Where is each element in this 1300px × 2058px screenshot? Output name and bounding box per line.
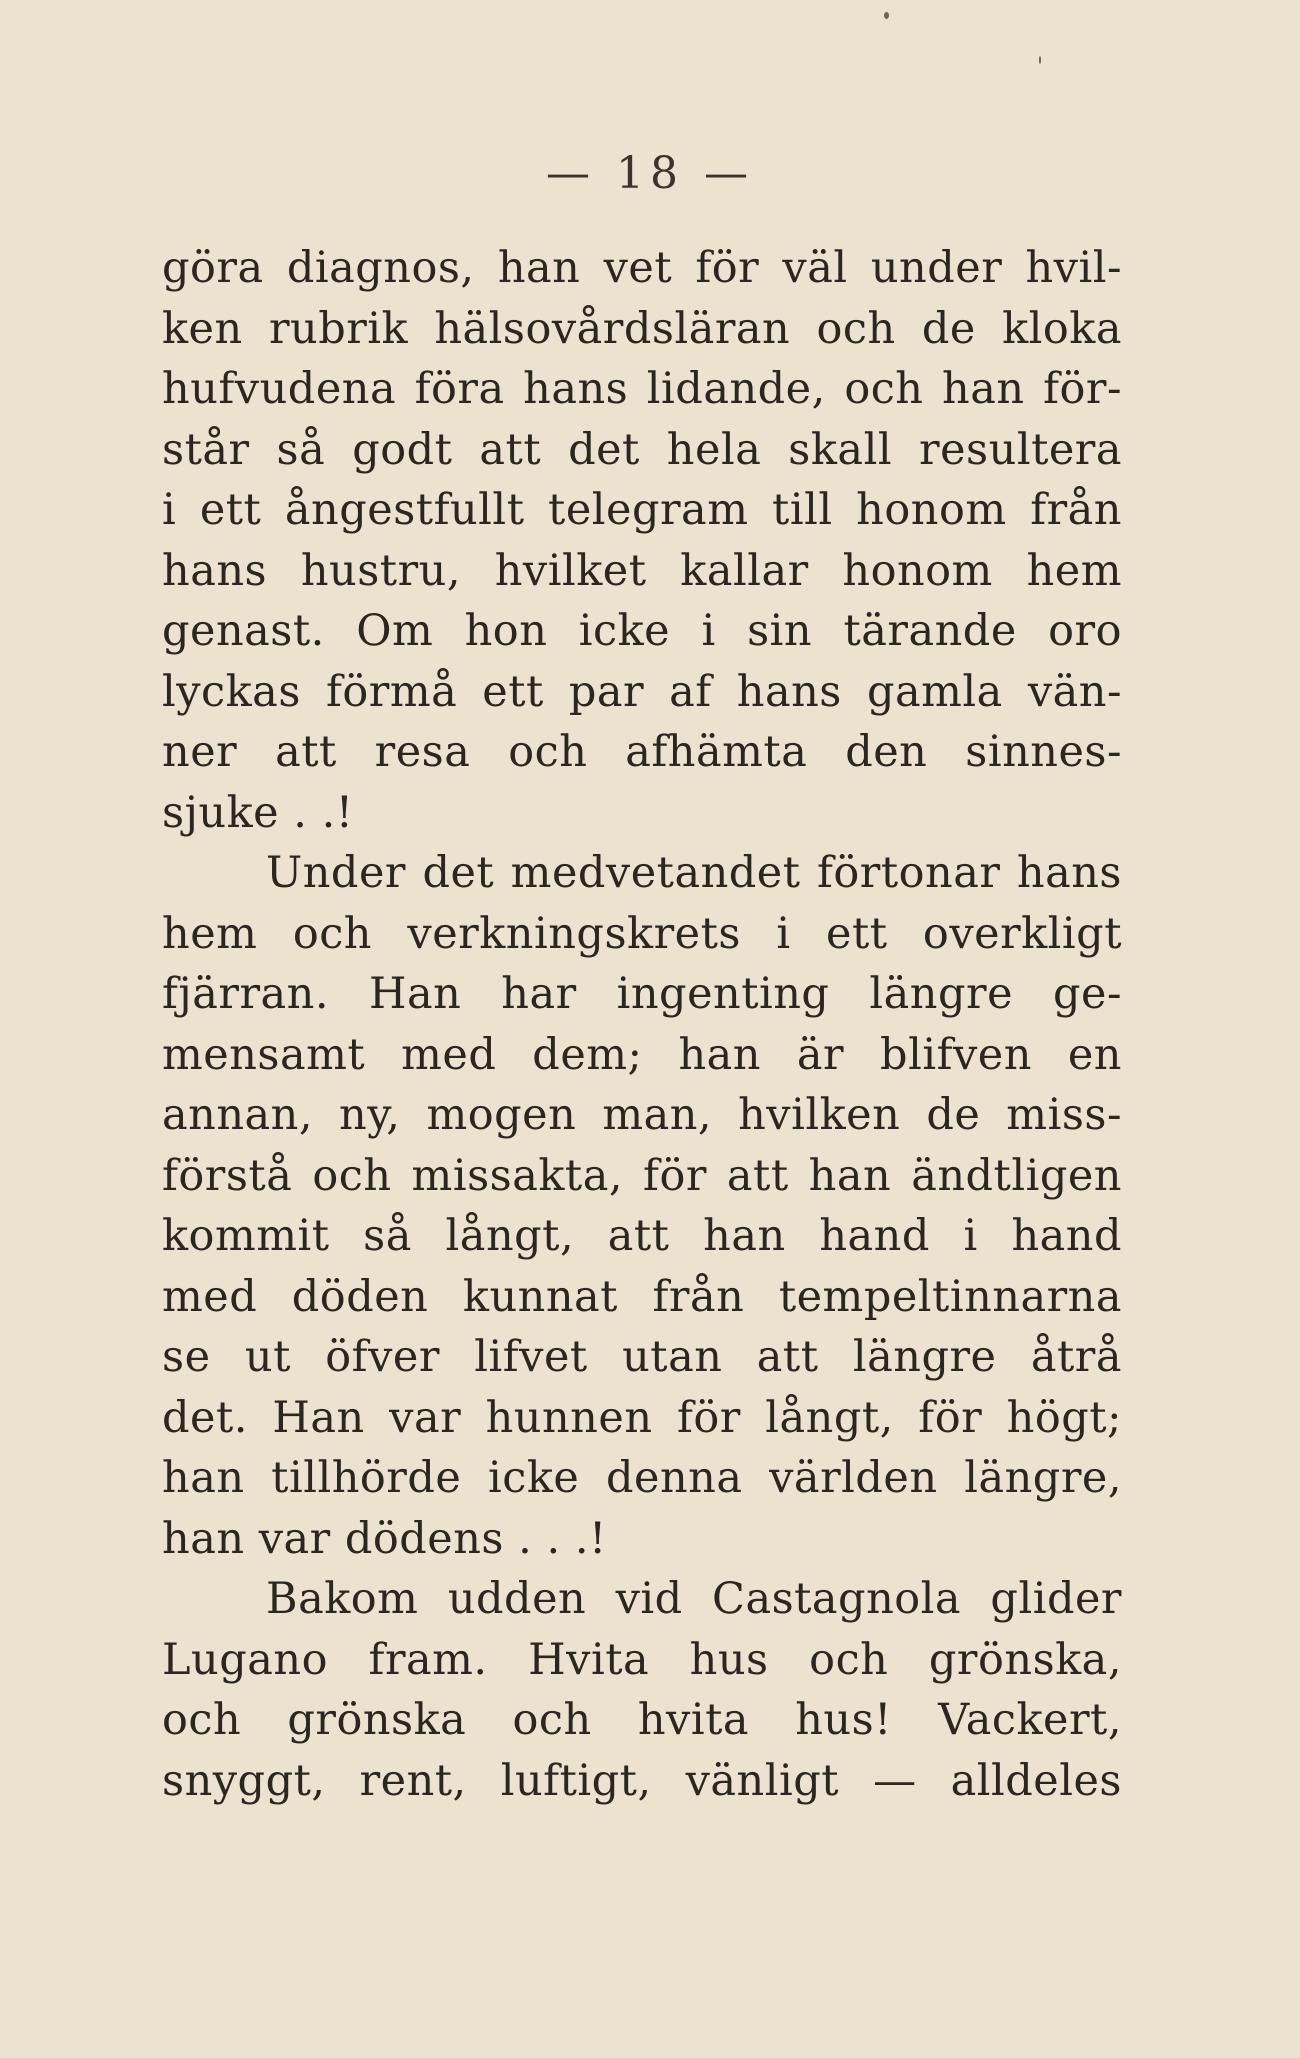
- text-line: se ut öfver lifvet utan att längre åtrå: [162, 1332, 1122, 1382]
- paper-speck: [1039, 56, 1041, 64]
- paper-speck: [884, 12, 889, 19]
- text-line: ner att resa och afhämta den sinnes-: [162, 727, 1122, 777]
- text-line: hem och verkningskrets i ett overkligt: [162, 908, 1122, 959]
- text-line: fjärran. Han har ingenting längre ge-: [162, 969, 1122, 1019]
- text-line: förstå och missakta, för att han ändtligen: [162, 1150, 1122, 1201]
- paragraph-start-line: Bakom udden vid Castagnola glider: [266, 1574, 1122, 1624]
- text-line: ken rubrik hälsovårdsläran och de kloka: [162, 303, 1122, 354]
- paragraph-start-line: Under det medvetandet förtonar hans: [266, 848, 1122, 898]
- text-line: hans hustru, hvilket kallar honom hem: [162, 545, 1122, 596]
- text-line: och grönska och hvita hus! Vackert,: [162, 1695, 1122, 1745]
- text-line: annan, ny, mogen man, hvilken de miss-: [162, 1090, 1122, 1140]
- body-text: [162, 238, 1122, 1811]
- text-line: göra diagnos, han vet för väl under hvil-: [162, 243, 1122, 293]
- text-line: kommit så långt, att han hand i hand: [162, 1211, 1122, 1261]
- paragraph-end-line: sjuke . .!: [162, 787, 354, 838]
- text-line: det. Han var hunnen för långt, för högt;: [162, 1392, 1122, 1443]
- text-line: står så godt att det hela skall resultera: [162, 424, 1122, 475]
- text-line: hufvudena föra hans lidande, och han för-: [162, 364, 1122, 414]
- text-line: lyckas förmå ett par af hans gamla vän-: [162, 666, 1122, 717]
- page-number: — 18 —: [546, 148, 754, 199]
- text-line: med döden kunnat från tempeltinnarna: [162, 1271, 1122, 1322]
- text-line: snyggt, rent, luftigt, vänligt — alldeles: [162, 1755, 1122, 1806]
- text-line: han tillhörde icke denna världen längre,: [162, 1453, 1122, 1503]
- text-line: mensamt med dem; han är blifven en: [162, 1029, 1122, 1080]
- paragraph-end-line: han var dödens . . .!: [162, 1513, 607, 1564]
- text-line: Lugano fram. Hvita hus och grönska,: [162, 1634, 1122, 1685]
- text-line: i ett ångestfullt telegram till honom från: [162, 485, 1122, 535]
- text-line: genast. Om hon icke i sin tärande oro: [162, 606, 1122, 656]
